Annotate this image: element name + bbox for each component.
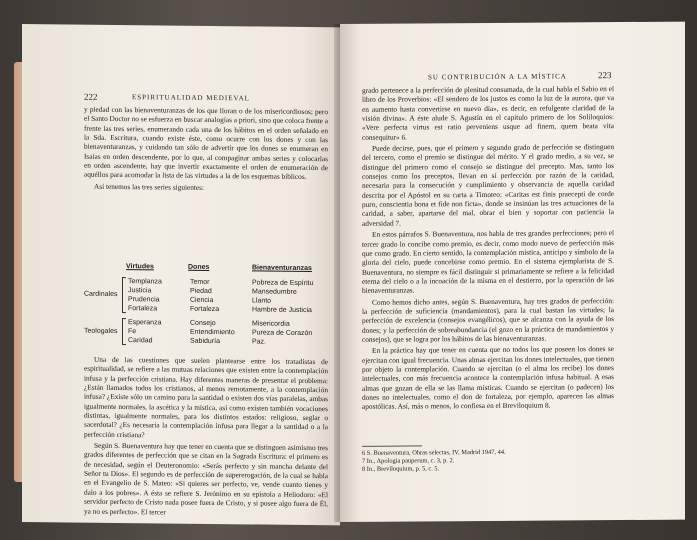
group-label: Teologales: [84, 327, 118, 335]
right-page: [340, 22, 685, 522]
paragraph: Como hemos dicho antes, según S. Buenaventura, hay tres grados de perfección: la perfección de suficiencia (mandamientos), para la cual bastan las virtudes; la perfección de excelencia (consejos evangélicos), que se alcanza con la ayuda de los dones; y la perfección de sobreabundancia (el gozo en la práctica de mandamientos y consejos), que se logra por los hábitos de las bienaventuranzas.: [362, 295, 614, 344]
body-text: [362, 84, 614, 413]
body-text-continued: [84, 355, 328, 520]
table-cell: Esperanza Fe Caridad: [128, 319, 162, 345]
series-table: [84, 263, 324, 346]
paragraph: grado pertenece a la perfección de plenitud consumada, de la cual habla el Sabio en el libro de los Proverbios: «El sendero de los justos es como la luz de la aurora, que va en aumento hasta convertirse en nuevo día», es decir, en refulgente claridad de la visión divina». A éste alude S. Agustín en el capítulo primero de los Soliloquios: «Vere perfecta virtus est ratio perveniens usque ad finem, quem beata vita consequitur» 6.: [362, 84, 614, 142]
table-header: Virtudes: [126, 263, 154, 271]
footnotes: [362, 448, 614, 474]
table-cell: Temor Piedad Ciencia Fortaleza: [190, 278, 220, 314]
paragraph: Puede decirse, pues, que el primero y segundo grado de perfección se distinguen del tercero, como el premio se distingue del mérito. Y el grado medio, a su vez, se distingue del primero como el consejo se distingue del precepto. Mas, tanto los consejos como los preceptos, llevan en sí perfección por razón de la caridad, necesaria para la consecución y cumplimiento y observancia de aquella caridad descrita por el Apóstol en su carta a Timoteo: «Caritas est finis praecepti de corde puro, conscientia bona et fide non ficta», donde se insinúan las tres actuaciones de la caridad, a saber, apartarse del mal, obrar el bien y soportar con paciencia la adversidad 7.: [362, 142, 614, 228]
body-text: [84, 105, 328, 196]
paragraph: En estos párrafos S. Buenaventura, nos habla de tres grandes perfecciones; pero el tercer grado lo concibe como premio, es decir, como modo nuevo de perfección más que como grado. En cierto sentido, la contemplación mística, anticipo y símbolo de la gloria del cielo, puede concebirse como premio. En el sistema ejemplarista de S. Buenaventura, no siempre es fácil distinguir si primariamente se refiere a la felicidad eterna del cielo o a la incoación de la misma en el destierro, por la operación de las bienaventuranzas.: [362, 228, 614, 296]
table-cell: Misericordia Pureza de Corazón Paz.: [252, 320, 313, 346]
paragraph: y piedad con las bienaventuranzas de los que lloran o de los misericordiosos; pero el Santo Doctor no se esfuerza en buscar analogías a priori, sino que coloca frente a frente las tres series, enumerando cada una de los hábitos en el orden señalado en la Sda. Escritura, cuando existe éste, como ocurre con los dones y con las bienaventuranzas, y cuidando tan sólo de advertir que los dones se enumeran en Isaías en orden descendente, por lo que, al compaginar ambas series y colocarlas en orden ascendente, hay que invertir exactamente el orden de enumeración de aquéllos para acomodar la lista de las virtudes a la de los esquemas bíblicos.: [84, 104, 328, 182]
footnote: 8 In., Breviloquium, p. 5, c. 5.: [362, 465, 440, 474]
group-brace: [122, 318, 126, 345]
open-book: [18, 24, 685, 522]
running-head: SU CONTRIBUCIÓN A LA MÍSTICA: [428, 72, 567, 82]
footnote: 6 S. Buenaventura, Obras selectas, IV, Madrid 1947, 44.: [362, 448, 506, 457]
footnote: 7 In., Apologia pauperum, c. 3, p. 2.: [362, 457, 455, 466]
paragraph: Así tenemos las tres series siguientes:: [94, 181, 205, 192]
running-head: ESPIRITUALIDAD MEDIEVAL: [132, 93, 250, 103]
left-page: [22, 24, 340, 525]
paragraph: Según S. Buenaventura hay que tener en cuenta que se distinguen asimismo tres grados diferentes de perfección que se citan en la Sagrada Escritura: el primero es de necesidad, según el Deuteronomio: «Serás perfecto y sin mancha delante del Señor tu Dios». El segundo es de perfección de supererogación, de la cual se habla en el Evangelio de S. Mateo: «Si quieres ser perfecto, ve, vende cuanto tienes y dalo a los pobres». A ésta se refiere S. Jerónimo en su epístola a Heliodoro: «El servidor perfecto de Cristo nada posee fuera de Cristo, y si posee algo fuera de Él, ya no es perfecto». El tercer: [84, 440, 328, 517]
table-header: Bienaventuranzas: [252, 264, 312, 273]
group-brace: [122, 277, 126, 313]
table-cell: Pobreza de Espíritu Mansedumbre Llanto Hambre de Justicia: [252, 279, 314, 315]
page-number: 223: [598, 70, 612, 81]
table-header: Dones: [188, 263, 210, 271]
page-number: 222: [84, 91, 98, 102]
table-cell: Templanza Justicia Prudencia Fortaleza: [128, 278, 162, 313]
paragraph: En la práctica hay que tener en cuenta que no todos los que poseen los dones se ejercitan con igual frecuencia. Unas almas ejercitan los dones intelectuales, que tienen por objeto la contemplación. Cuando se ejercitan (o el alma los recibe) los dones intelectuales, con más frecuencia acontece la contemplación infusa habitual. A esas almas que gozan de ella se las llama místicas. Cuando se ejercitan (o padecen) los dones no intelectuales, como el don de fortaleza, por ejemplo, aparecen las almas apostólicas. Así, más o menos, lo confiesa en el Breviloquium 8.: [362, 344, 614, 412]
paragraph: Una de las cuestiones que suelen plantearse entre los tratadistas de espiritualidad, se refiere a las mutuas relaciones que existen entre la contemplación infusa y la perfección cristiana. Hay diferentes maneras de presentar el problema: ¿Están llamados todos los cristianos, al menos remotamente, a la contemplación infusa? ¿Existe sólo un camino para la santidad o existen dos vías paralelas, ambas igualmente normales, la ascética y la mística, así como existen también vocaciones distintas, igualmente normales, para los distintos estados: religioso, seglar o sacerdotal? ¿Es necesaria la contemplación infusa para llegar a la santidad o a la perfección cristiana?: [84, 354, 328, 440]
table-cell: Consejo Entendimiento Sabiduría: [190, 319, 235, 346]
group-label: Cardinales: [84, 290, 118, 298]
footnote-rule: [362, 445, 422, 446]
